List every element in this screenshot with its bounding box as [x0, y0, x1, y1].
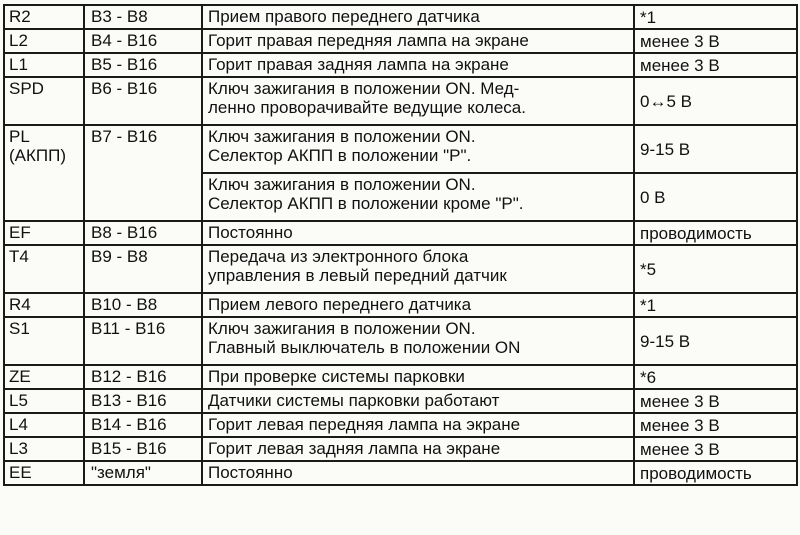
pins-cell: B8 - B16: [84, 221, 202, 245]
table-row: [4, 29, 797, 53]
condition-cell: [202, 245, 634, 293]
pins-cell: "земля": [84, 461, 202, 485]
condition-line: управления в левый передний датчик: [208, 266, 507, 285]
terminal-cell: L1: [4, 53, 84, 77]
condition-line: Ключ зажигания в положении ON.: [208, 319, 476, 338]
pins-cell: B13 - B16: [84, 389, 202, 413]
table-row: [4, 413, 797, 437]
condition-line: Постоянно: [208, 463, 293, 482]
terminal-cell: [4, 125, 84, 221]
pins-cell: B10 - B8: [84, 293, 202, 317]
condition-cell: [202, 365, 634, 389]
condition-line: Датчики системы парковки работают: [208, 391, 500, 410]
terminal-cell: L2: [4, 29, 84, 53]
value-cell: менее 3 В: [634, 53, 797, 77]
table-row: [4, 317, 797, 365]
condition-cell: [202, 5, 634, 29]
condition-line: Прием правого переднего датчика: [208, 7, 480, 26]
terminal-cell: EF: [4, 221, 84, 245]
terminal-cell: L5: [4, 389, 84, 413]
table-row: [4, 293, 797, 317]
condition-line: Постоянно: [208, 223, 293, 242]
pins-cell: B4 - B16: [84, 29, 202, 53]
pins-cell: B15 - B16: [84, 437, 202, 461]
condition-line: При проверке системы парковки: [208, 367, 465, 386]
table-row: [4, 77, 797, 125]
condition-cell: [202, 29, 634, 53]
pins-cell: B7 - B16: [84, 125, 202, 221]
condition-line: Главный выключатель в положении ON: [208, 338, 521, 357]
condition-cell: [202, 413, 634, 437]
pins-cell: B11 - B16: [84, 317, 202, 365]
table-row: [4, 461, 797, 485]
condition-line: Горит правая задняя лампа на экране: [208, 55, 509, 74]
table-row: [4, 221, 797, 245]
terminal-cell: L3: [4, 437, 84, 461]
pins-cell: B14 - B16: [84, 413, 202, 437]
condition-cell: [202, 125, 634, 173]
condition-line: Ключ зажигания в положении ON.: [208, 127, 476, 146]
terminal-cell: EE: [4, 461, 84, 485]
condition-line: Селектор АКПП в положении "P".: [208, 146, 472, 165]
value-cell: проводимость: [634, 461, 797, 485]
terminal-cell: R2: [4, 5, 84, 29]
table-row: [4, 365, 797, 389]
pins-cell: B9 - B8: [84, 245, 202, 293]
value-cell: менее 3 В: [634, 29, 797, 53]
terminal-cell: R4: [4, 293, 84, 317]
value-cell: менее 3 В: [634, 389, 797, 413]
value-cell: *6: [634, 365, 797, 389]
value-cell: проводимость: [634, 221, 797, 245]
condition-cell: [202, 221, 634, 245]
condition-line: Передача из электронного блока: [208, 247, 469, 266]
condition-line: Горит левая передняя лампа на экране: [208, 415, 521, 434]
condition-line: Селектор АКПП в положении кроме "P".: [208, 194, 524, 213]
terminal-cell: SPD: [4, 77, 84, 125]
terminal-table: [3, 4, 798, 486]
value-cell: 0↔5 В: [634, 77, 797, 125]
value-cell: менее 3 В: [634, 437, 797, 461]
value-cell: *5: [634, 245, 797, 293]
value-cell: *1: [634, 293, 797, 317]
terminal-cell: ZE: [4, 365, 84, 389]
value-cell: 9-15 В: [634, 125, 797, 173]
terminal-line: PL: [9, 127, 30, 146]
value-cell: 0 В: [634, 173, 797, 221]
condition-cell: [202, 389, 634, 413]
terminal-line: (АКПП): [9, 146, 67, 165]
terminal-cell: T4: [4, 245, 84, 293]
condition-cell: [202, 293, 634, 317]
value-cell: менее 3 В: [634, 413, 797, 437]
terminal-cell: L4: [4, 413, 84, 437]
table-row: [4, 437, 797, 461]
condition-line: ленно проворачивайте ведущие колеса.: [208, 98, 526, 117]
condition-cell: [202, 77, 634, 125]
pins-cell: B5 - B16: [84, 53, 202, 77]
condition-line: Прием левого переднего датчика: [208, 295, 472, 314]
condition-cell: [202, 173, 634, 221]
table-row: [4, 389, 797, 413]
pins-cell: B6 - B16: [84, 77, 202, 125]
condition-cell: [202, 317, 634, 365]
condition-line: Горит левая задняя лампа на экране: [208, 439, 501, 458]
condition-line: Ключ зажигания в положении ON. Мед-: [208, 79, 520, 98]
table-row: [4, 53, 797, 77]
table-row: [4, 5, 797, 29]
table-row: [4, 125, 797, 173]
value-cell: 9-15 В: [634, 317, 797, 365]
value-cell: *1: [634, 5, 797, 29]
condition-cell: [202, 461, 634, 485]
terminal-cell: S1: [4, 317, 84, 365]
table-row: [4, 245, 797, 293]
condition-line: Ключ зажигания в положении ON.: [208, 175, 476, 194]
pins-cell: B3 - B8: [84, 5, 202, 29]
condition-cell: [202, 437, 634, 461]
condition-line: Горит правая передняя лампа на экране: [208, 31, 529, 50]
pins-cell: B12 - B16: [84, 365, 202, 389]
condition-cell: [202, 53, 634, 77]
